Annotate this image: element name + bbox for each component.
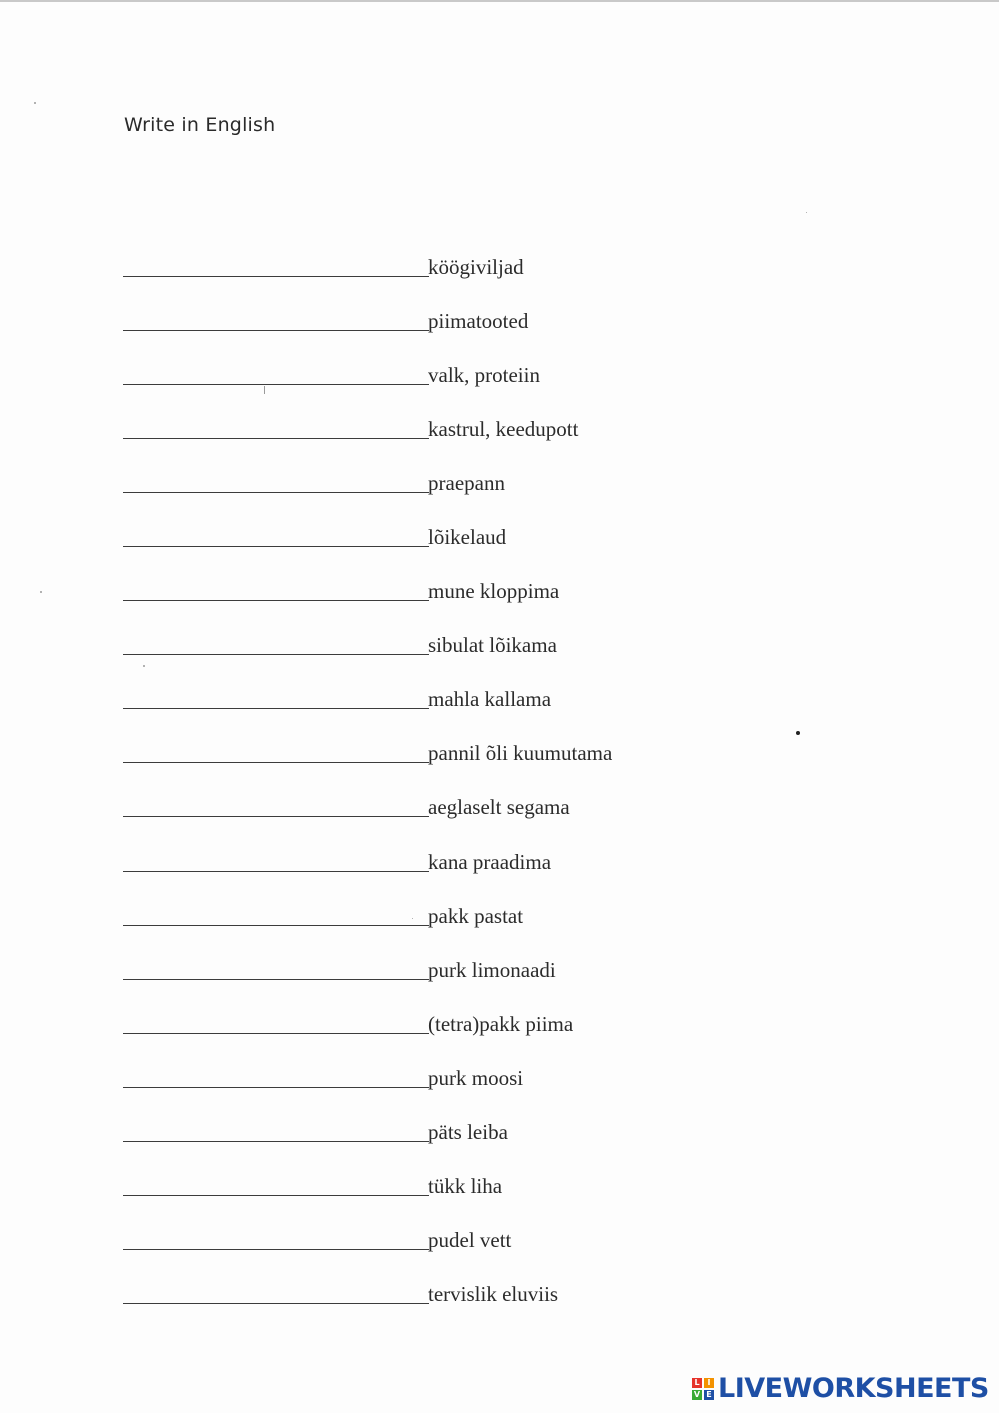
estonian-word: (tetra)pakk piima <box>428 1011 574 1036</box>
answer-blank[interactable] <box>123 1141 429 1142</box>
answer-blank[interactable] <box>123 816 429 817</box>
answer-blank[interactable] <box>123 1303 429 1304</box>
answer-blank[interactable] <box>123 762 429 763</box>
estonian-word: mune kloppima <box>428 579 560 604</box>
estonian-word: pudel vett <box>428 1227 512 1252</box>
answer-blank[interactable] <box>123 1087 429 1088</box>
list-item <box>123 736 823 790</box>
estonian-word: kastrul, keedupott <box>428 417 579 442</box>
estonian-word: piimatooted <box>428 309 529 334</box>
list-item <box>123 1007 823 1061</box>
answer-blank[interactable] <box>123 330 429 331</box>
answer-blank[interactable] <box>123 438 429 439</box>
list-item <box>123 682 823 736</box>
estonian-word: purk limonaadi <box>428 957 556 982</box>
list-item <box>123 790 823 844</box>
list-item <box>123 628 823 682</box>
list-item <box>123 250 823 304</box>
scan-speck <box>264 386 265 394</box>
estonian-word: aeglaselt segama <box>428 795 570 820</box>
logo-tile: V <box>693 1389 701 1399</box>
list-item <box>123 845 823 899</box>
list-item <box>123 1277 823 1331</box>
logo-tile: L <box>692 1378 702 1388</box>
scan-speck <box>796 731 800 735</box>
list-item <box>123 304 823 358</box>
answer-blank[interactable] <box>123 708 429 709</box>
answer-blank[interactable] <box>123 1249 429 1250</box>
estonian-word: purk moosi <box>428 1065 524 1090</box>
scan-speck <box>806 212 807 213</box>
scan-speck <box>40 591 42 593</box>
estonian-word: sibulat lõikama <box>428 633 557 658</box>
scan-speck <box>412 918 413 919</box>
list-item <box>123 953 823 1007</box>
estonian-word: pakk pastat <box>428 903 524 928</box>
estonian-word: tükk liha <box>428 1173 503 1198</box>
answer-blank[interactable] <box>123 979 429 980</box>
list-item <box>123 1115 823 1169</box>
answer-blank[interactable] <box>123 925 429 926</box>
list-item <box>123 358 823 412</box>
logo-mark-icon <box>692 1378 714 1400</box>
list-item <box>123 412 823 466</box>
list-item <box>123 574 823 628</box>
estonian-word: praepann <box>428 471 505 496</box>
page-top-edge <box>0 0 999 2</box>
answer-blank[interactable] <box>123 492 429 493</box>
answer-blank[interactable] <box>123 654 429 655</box>
answer-blank[interactable] <box>123 1033 429 1034</box>
logo-tile: E <box>704 1390 714 1400</box>
estonian-word: päts leiba <box>428 1119 508 1144</box>
vocabulary-list <box>123 250 823 1331</box>
answer-blank[interactable] <box>123 1195 429 1196</box>
estonian-word: mahla kallama <box>428 687 552 712</box>
estonian-word: valk, proteiin <box>428 363 540 388</box>
estonian-word: köögiviljad <box>428 255 524 279</box>
scan-speck <box>34 102 36 104</box>
list-item <box>123 1223 823 1277</box>
answer-blank[interactable] <box>123 600 429 601</box>
scan-speck <box>143 665 145 667</box>
answer-blank[interactable] <box>123 871 429 872</box>
list-item <box>123 1061 823 1115</box>
estonian-word: lõikelaud <box>428 525 507 550</box>
logo-text: LIVEWORKSHEETS <box>718 1373 989 1404</box>
logo-tile: I <box>704 1378 714 1388</box>
list-item <box>123 520 823 574</box>
estonian-word: kana praadima <box>428 849 552 874</box>
answer-blank[interactable] <box>123 384 429 385</box>
estonian-word: tervislik eluviis <box>428 1281 559 1306</box>
list-item <box>123 899 823 953</box>
answer-blank[interactable] <box>123 276 429 277</box>
instruction-heading: Write in English <box>124 114 276 136</box>
answer-blank[interactable] <box>123 546 429 547</box>
estonian-word: pannil õli kuumutama <box>428 741 613 766</box>
list-item <box>123 1169 823 1223</box>
list-item <box>123 466 823 520</box>
liveworksheets-logo <box>692 1373 989 1404</box>
